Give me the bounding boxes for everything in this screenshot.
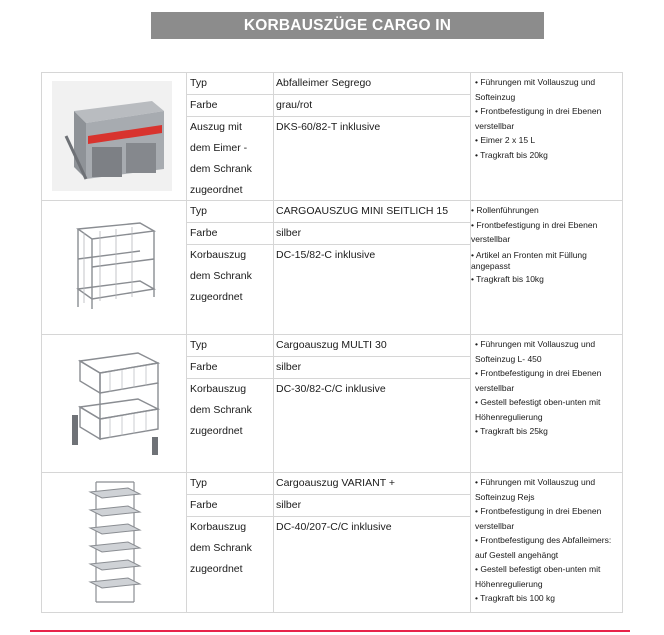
farbe-label: Farbe	[190, 99, 218, 111]
detail-row-farbe	[186, 357, 470, 379]
typ-value: Abfalleimer Segrego	[276, 77, 372, 89]
footer-divider	[30, 630, 630, 632]
product-table	[41, 72, 623, 613]
detail-row-typ	[186, 73, 470, 95]
product-image-cell	[42, 473, 187, 612]
feature-list: • Führungen mit Vollauszug und Softeinzug • Frontbefestigung in drei Ebenen verstellbar • Eimer 2 x 15 L • Tragkraft bis 20kg	[470, 73, 622, 200]
typ-value: Cargoauszug MULTI 30	[276, 339, 387, 351]
product-row-mini-seitlich	[41, 201, 623, 335]
typ-value: CARGOAUSZUG MINI SEITLICH 15	[276, 205, 449, 217]
tall-pantry-pullout-image	[82, 478, 152, 606]
product-details	[186, 335, 470, 472]
detail-row-korbauszug	[186, 245, 470, 333]
detail-row-typ	[186, 201, 470, 223]
product-row-multi-30	[41, 335, 623, 473]
detail-row-typ	[186, 335, 470, 357]
detail-row-farbe	[186, 495, 470, 517]
korbauszug-label: Korbauszug dem Schrank zugeordnet	[190, 521, 252, 575]
farbe-label: Farbe	[190, 361, 218, 373]
typ-label: Typ	[190, 339, 207, 351]
side-basket-pullout-image	[70, 219, 160, 314]
product-row-segrego	[41, 72, 623, 201]
detail-row-korbauszug	[186, 379, 470, 471]
korbauszug-value: DC-40/207-C/C inklusive	[276, 521, 392, 533]
farbe-label: Farbe	[190, 499, 218, 511]
waste-bin-pullout-image	[52, 81, 172, 191]
feature-list: • Führungen mit Vollauszug und Softeinzug Rejs • Frontbefestigung in drei Ebenen verstellbar • Frontbefestigung des Abfalleimers: auf Gestell angehängt • Gestell befestigt oben-unten mit Höhenregulierung • Tragkraft bis 100 kg	[470, 473, 622, 612]
detail-row-korbauszug	[186, 517, 470, 611]
auszug-value: DKS-60/82-T inklusive	[276, 121, 381, 133]
korbauszug-label: Korbauszug dem Schrank zugeordnet	[190, 383, 252, 437]
product-details	[186, 73, 470, 200]
product-details	[186, 473, 470, 612]
korbauszug-value: DC-15/82-C inklusive	[276, 249, 376, 261]
korbauszug-label: Korbauszug dem Schrank zugeordnet	[190, 249, 252, 303]
product-image-cell	[42, 335, 187, 472]
feature-list: • Rollenführungen • Frontbefestigung in drei Ebenen verstellbar • Artikel an Fronten mit Füllung angepasst • Tragkraft bis 10kg	[470, 201, 622, 334]
product-row-variant-plus	[41, 473, 623, 613]
korbauszug-value: DC-30/82-C/C inklusive	[276, 383, 386, 395]
multi-basket-pullout-image	[66, 347, 166, 459]
farbe-value: silber	[276, 361, 302, 373]
detail-row-farbe	[186, 223, 470, 245]
farbe-value: grau/rot	[276, 99, 313, 111]
typ-label: Typ	[190, 205, 207, 217]
typ-label: Typ	[190, 477, 207, 489]
auszug-label: Auszug mit dem Eimer - dem Schrank zugeordnet	[190, 121, 252, 196]
product-image-cell	[42, 201, 187, 334]
feature-list: • Führungen mit Vollauszug und Softeinzug L- 450 • Frontbefestigung in drei Ebenen verstellbar • Gestell befestigt oben-unten mit Höhenregulierung • Tragkraft bis 25kg	[470, 335, 622, 472]
farbe-value: silber	[276, 227, 302, 239]
page-title: KORBAUSZÜGE CARGO IN STANDARTAUSSTATTUNG	[151, 12, 544, 39]
detail-row-typ	[186, 473, 470, 495]
farbe-label: Farbe	[190, 227, 218, 239]
product-details	[186, 201, 470, 334]
typ-value: Cargoauszug VARIANT +	[276, 477, 395, 489]
detail-row-farbe	[186, 95, 470, 117]
farbe-value: silber	[276, 499, 302, 511]
product-image-cell	[42, 73, 187, 200]
typ-label: Typ	[190, 77, 207, 89]
detail-row-auszug	[186, 117, 470, 199]
